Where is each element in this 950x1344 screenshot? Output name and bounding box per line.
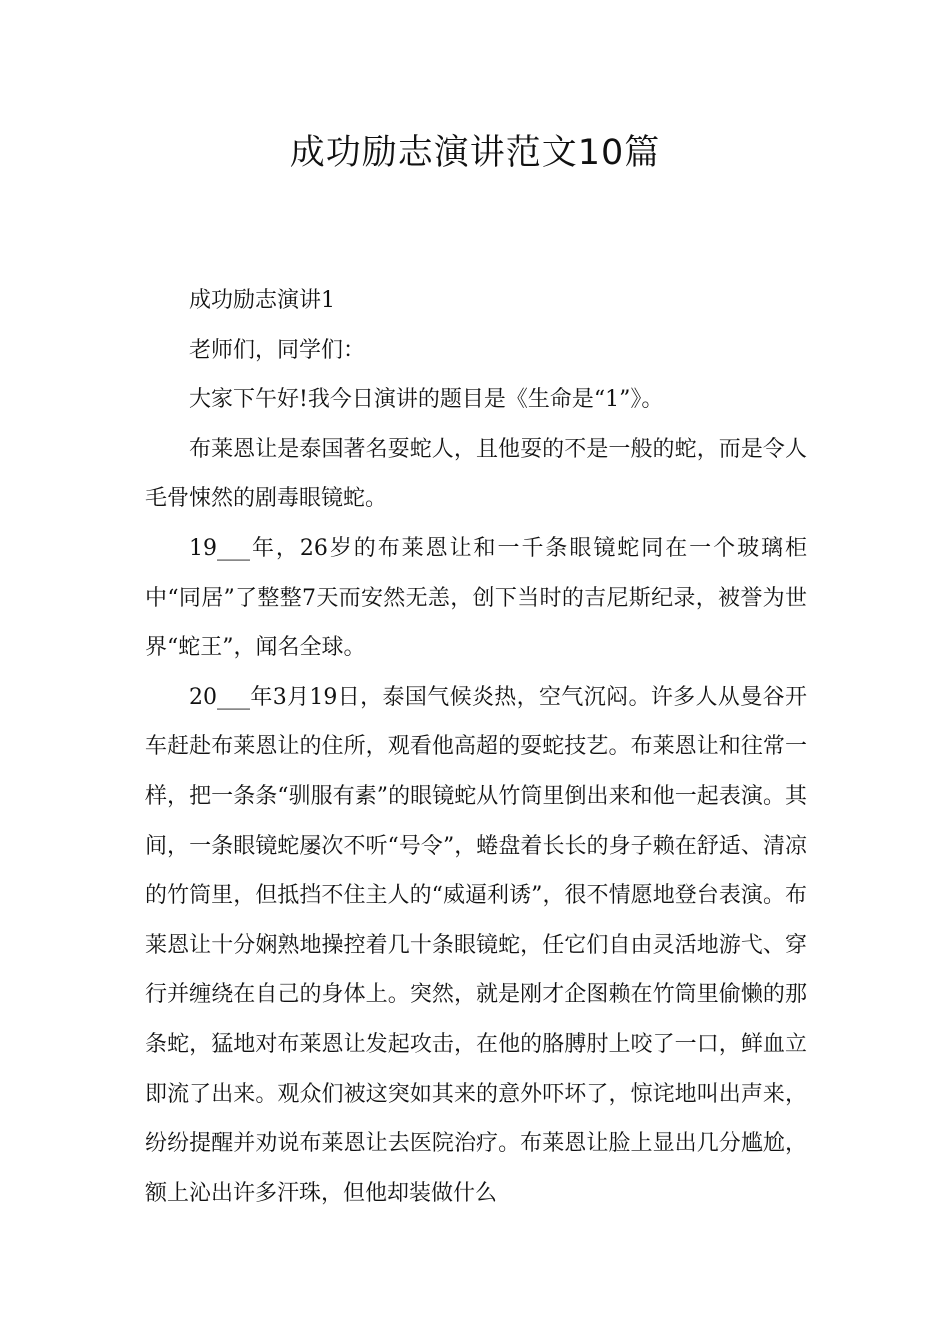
paragraph: 大家下午好!我今日演讲的题目是《生命是“1”》。 [189, 387, 664, 413]
paragraph: 20___年3月19日，泰国气候炎热，空气沉闷。许多人从曼谷开车赶赴布莱恩让的住所，观看他高超的耍蛇技艺。布莱恩让和往常一样，把一条条“驯服有素”的眼镜蛇从竹筒里倒出来和他一起表演。其间，一条眼镜蛇屡次不听“号令”，蜷盘着长长的身子赖在舒适、清凉的竹筒里，但抵挡不住主人的“威逼利诱”，很不情愿地登台表演。布莱恩让十分娴熟地操控着几十条眼镜蛇，任它们自由灵活地游弋、穿行并缠绕在自己的身体上。突然，就是刚才企图赖在竹筒里偷懒的那条蛇，猛地对布莱恩让发起攻击，在他的胳膊肘上咬了一口，鲜血立即流了出来。观众们被这突如其来的意外吓坏了，惊诧地叫出声来，纷纷提醒并劝说布莱恩让去医院治疗。布莱恩让脸上显出几分尴尬，额上沁出许多汗珠，但他却装做什么 [145, 684, 807, 1206]
section-heading: 成功励志演讲1 [189, 288, 335, 313]
document-title: 成功励志演讲范文10篇 [289, 133, 661, 173]
document-body [145, 276, 807, 1218]
salutation: 老师们，同学们： [189, 337, 366, 363]
paragraph: 19___年，26岁的布莱恩让和一千条眼镜蛇同在一个玻璃柜中“同居”了整整7天而安然无恙，创下当时的吉尼斯纪录，被誉为世界“蛇王”，闻名全球。 [145, 535, 807, 661]
paragraph: 布莱恩让是泰国著名耍蛇人，且他耍的不是一般的蛇，而是令人毛骨悚然的剧毒眼镜蛇。 [145, 436, 807, 512]
